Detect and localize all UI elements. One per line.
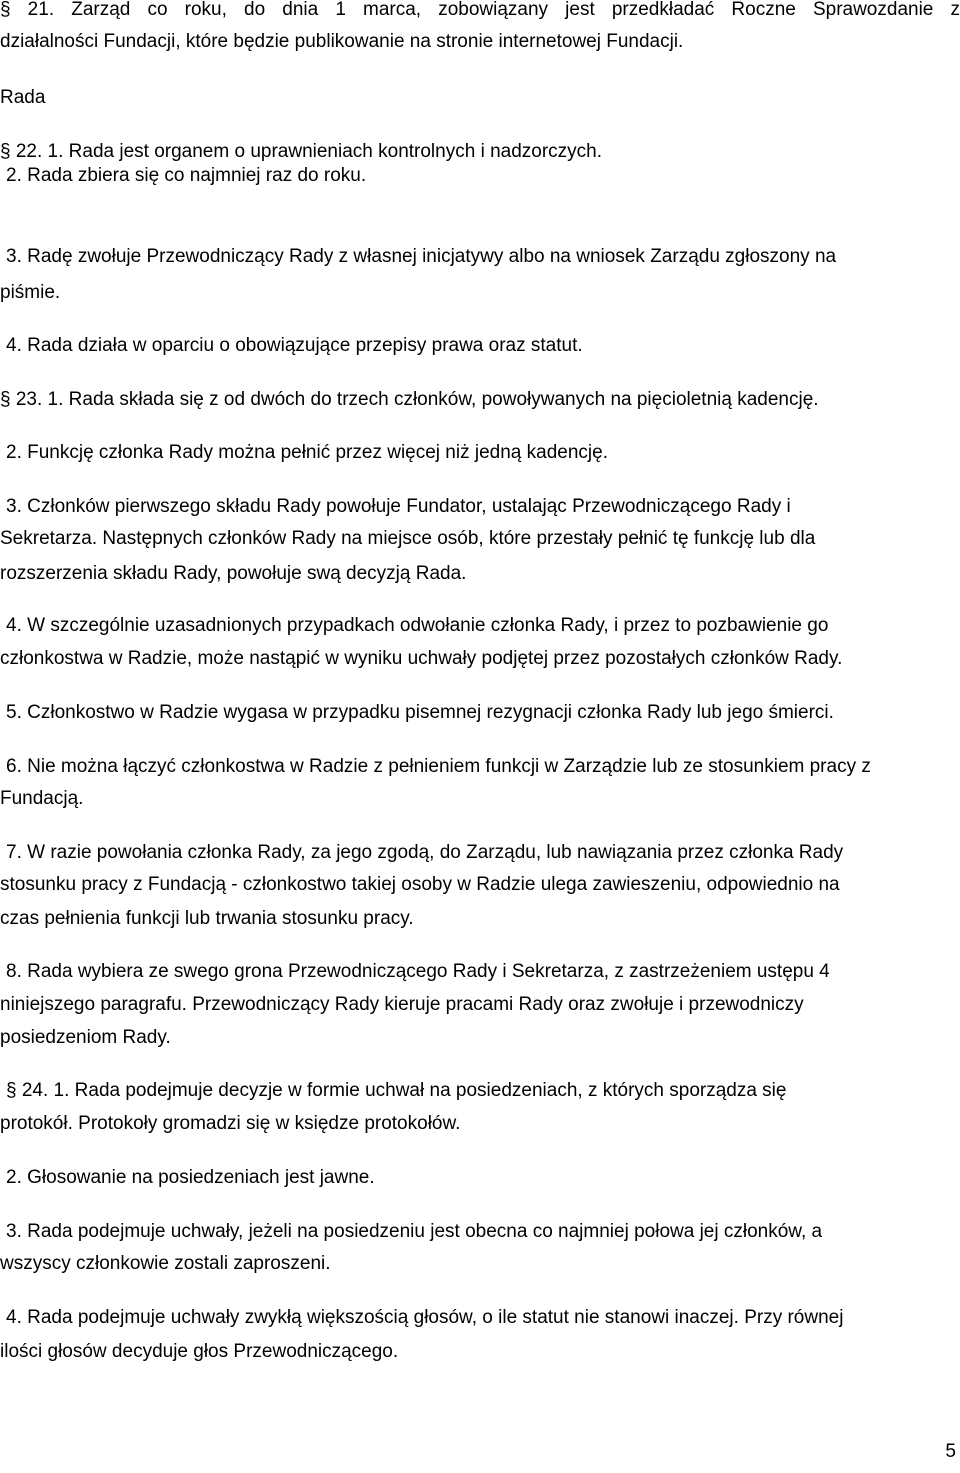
paragraph-22-4 [6,330,960,362]
text-line: § 21. Zarząd co roku, do dnia 1 marca, zobowiązany jest przedkładać Roczne Sprawozdanie z [0,0,960,20]
text-line: § 24. 1. Rada podejmuje decyzje w formie uchwał na posiedzeniach, z których sporządza się [6,1080,787,1101]
paragraph-21 [0,0,960,58]
paragraph-24-4-line2 [0,1336,960,1368]
text-line: niniejszego paragrafu. Przewodniczący Rady kieruje pracami Rady oraz zwołuje i przewodniczy [0,994,804,1015]
text-line: ilości głosów decyduje głos Przewodniczącego. [0,1341,399,1362]
paragraph-23-8-line2 [0,989,960,1021]
text-line: czas pełnienia funkcji lub trwania stosunku pracy. [0,908,414,929]
text-line: działalności Fundacji, które będzie publikowanie na stronie internetowej Fundacji. [0,31,684,52]
paragraph-23-7 [6,837,960,869]
text-line: posiedzeniom Rady. [0,1027,171,1048]
text-line: 2. Głosowanie na posiedzeniach jest jawne. [6,1167,375,1188]
text-line: Sekretarza. Następnych członków Rady na miejsce osób, które przestały pełnić tę funkcję lub dla [0,528,816,549]
paragraph-23-1 [0,384,960,416]
text-line: protokół. Protokoły gromadzi się w księdze protokołów. [0,1113,461,1134]
paragraph-23-8 [6,956,960,988]
page-number: 5 [945,1441,956,1462]
paragraph-24-4 [6,1302,960,1334]
text-line: 4. Rada działa w oparciu o obowiązujące przepisy prawa oraz statut. [6,335,583,356]
paragraph-23-7-line3 [0,903,960,935]
text-line: 3. Radę zwołuje Przewodniczący Rady z własnej inicjatywy albo na wniosek Zarządu zgłoszony na [6,246,837,267]
text-line: 4. Rada podejmuje uchwały zwykłą większością głosów, o ile statut nie stanowi inaczej. Przy równej [6,1307,844,1328]
text-line: 3. Członków pierwszego składu Rady powołuje Fundator, ustalając Przewodniczącego Rady i [6,496,791,517]
text-line: członkostwa w Radzie, może nastąpić w wyniku uchwały podjętej przez pozostałych członków Rady. [0,648,843,669]
text-line: wszyscy członkowie zostali zaproszeni. [0,1253,331,1274]
paragraph-23-3-line2 [0,523,960,555]
paragraph-23-6 [6,751,960,783]
text-line: rozszerzenia składu Rady, powołuje swą decyzją Rada. [0,563,467,584]
text-line: 3. Rada podejmuje uchwały, jeżeli na posiedzeniu jest obecna co najmniej połowa jej członków, a [6,1221,823,1242]
paragraph-24-2 [6,1162,960,1194]
paragraph-24-3-line2 [0,1248,960,1280]
text-line: 6. Nie można łączyć członkostwa w Radzie z pełnieniem funkcji w Zarządzie lub ze stosunkiem pracy z [6,756,871,777]
text-line: § 22. 1. Rada jest organem o uprawnieniach kontrolnych i nadzorczych. [0,141,603,162]
text-line: piśmie. [0,282,61,303]
paragraph-23-8-line3 [0,1022,960,1054]
paragraph-23-6-line2 [0,783,960,815]
text-line: 5. Członkostwo w Radzie wygasa w przypadku pisemnej rezygnacji członka Rady lub jego śmierci. [6,702,834,723]
text-line: 2. Rada zbiera się co najmniej raz do roku. [6,165,367,186]
paragraph-23-4 [6,610,960,642]
paragraph-23-4-line2 [0,643,960,675]
paragraph-23-3 [6,491,960,523]
text-line: 4. W szczególnie uzasadnionych przypadkach odwołanie członka Rady, i przez to pozbawienie go [6,615,829,636]
paragraph-23-5 [6,697,960,729]
text-line: stosunku pracy z Fundacją - członkostwo takiej osoby w Radzie ulega zawieszeniu, odpowiednio na [0,874,840,895]
text-line: 7. W razie powołania członka Rady, za jego zgodą, do Zarządu, lub nawiązania przez członka Rady [6,842,844,863]
paragraph-23-7-line2 [0,869,960,901]
paragraph-22-3 [6,241,960,273]
paragraph-23-2 [6,437,960,469]
text-line: 8. Rada wybiera ze swego grona Przewodniczącego Rady i Sekretarza, z zastrzeżeniem ustępu 4 [6,961,830,982]
paragraph-22-3-cont [0,277,960,309]
section-heading: Rada [0,87,46,108]
text-line: Fundacją. [0,788,84,809]
text-line: § 23. 1. Rada składa się z od dwóch do trzech członków, powoływanych na pięcioletnią kadencję. [0,389,819,410]
paragraph-23-3-line3 [0,558,960,590]
paragraph-24-3 [6,1216,960,1248]
paragraph-24-1-line2 [0,1108,960,1140]
paragraph-24-1 [6,1075,960,1107]
paragraph-22-2 [6,160,960,192]
text-line: 2. Funkcję członka Rady można pełnić przez więcej niż jedną kadencję. [6,442,608,463]
